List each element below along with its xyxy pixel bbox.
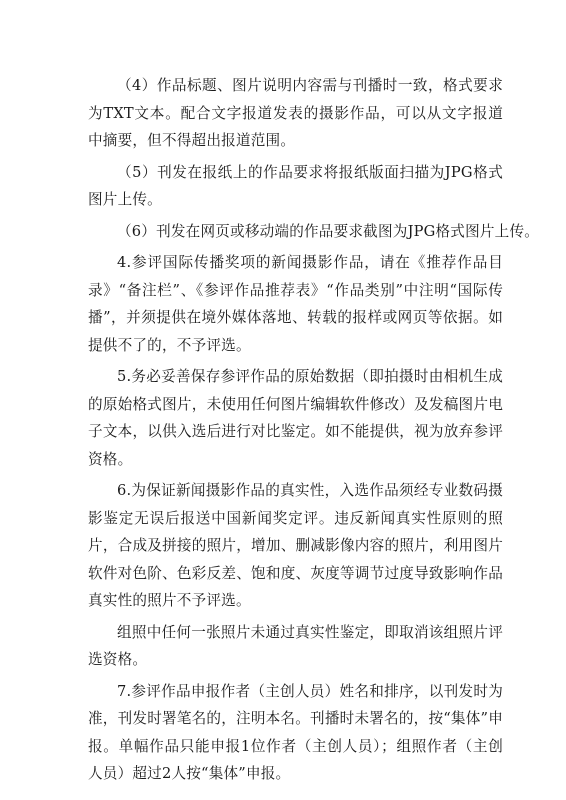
paragraph-rule-4-international: 4.参评国际传播奖项的新闻摄影作品，请在《推荐作品目录》“备注栏”、《参评作品推荐表》“作品类别”中注明“国际传播”，并须提供在境外媒体落地、转载的报样或网页等依据。如提供不了的，不予评选。 xyxy=(88,254,503,354)
paragraph-rule-6-authenticity: 6.为保证新闻摄影作品的真实性，入选作品须经专业数码摄影鉴定无误后报送中国新闻奖定评。违反新闻真实性原则的照片，合成及拼接的照片，增加、删减影像内容的照片，利用图片软件对色阶、色彩反差、饱和度、灰度等调节过度导致影响作品真实性的照片不予评选。 xyxy=(88,482,503,609)
paragraph-item-5-newspaper: （5）刊发在报纸上的作品要求将报纸版面扫描为JPG格式图片上传。 xyxy=(88,163,503,208)
paragraph-item-6-web: （6）刊发在网页或移动端的作品要求截图为JPG格式图片上传。 xyxy=(117,222,540,240)
paragraph-rule-7-authors: 7.参评作品申报作者（主创人员）姓名和排序，以刊发时为准，刊发时署笔名的，注明本名。刊播时未署名的，按“集体”申报。单幅作品只能申报1位作者（主创人员）；组照作者（主创人员）超过2人按“集体”申报。 xyxy=(88,682,503,782)
paragraph-item-4-format: （4）作品标题、图片说明内容需与刊播时一致，格式要求为TXT文本。配合文字报道发表的摄影作品，可以从文字报道中摘要，但不得超出报道范围。 xyxy=(88,77,503,149)
paragraph-rule-5-original-data: 5.务必妥善保存参评作品的原始数据（即拍摄时由相机生成的原始格式图片，未使用任何图片编辑软件修改）及发稿图片电子文本，以供入选后进行对比鉴定。如不能提供，视为放弃参评资格。 xyxy=(88,368,503,468)
document-body xyxy=(88,72,540,792)
paragraph-group-photo-rule: 组照中任何一张照片未通过真实性鉴定，即取消该组照片评选资格。 xyxy=(88,623,503,668)
